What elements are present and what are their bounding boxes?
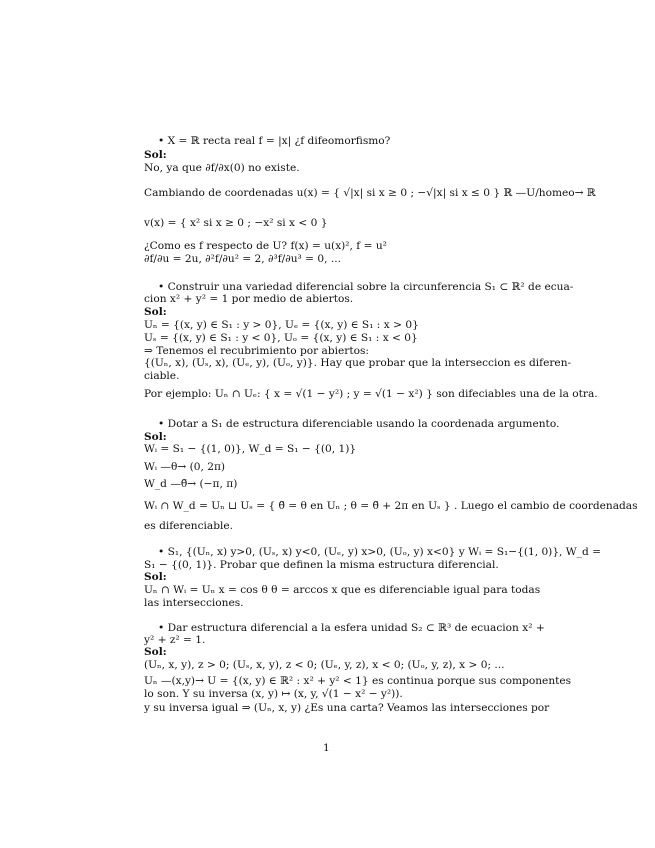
text-line-l34: lo son. Y su inversa (x, y) ↦ (x, y, √(1 − x² − y²)). (144, 688, 403, 700)
text-line-l33: Uₙ —(x,y)→ U = {(x, y) ∈ ℝ² : x² + y² < 1} es continua porque sus componentes (144, 675, 572, 687)
text-line-l01: • X = ℝ recta real f = |x| ¿f difeomorfismo? (158, 135, 391, 147)
text-line-l13: ⇒ Tenemos el recubrimiento por abiertos: (144, 345, 370, 357)
text-line-l15: ciable. (144, 370, 180, 382)
text-line-l22: Wᵢ ∩ W_d = Uₙ ⊔ Uₛ = { θ̃ = θ en Uₙ ; θ = θ̃ + 2π en Uₛ } . Luego el cambio de coordenadas (144, 500, 638, 512)
text-line-l05: v(x) = { x² si x ≥ 0 ; −x² si x < 0 } (144, 217, 328, 229)
text-line-l27: Uₙ ∩ Wᵢ = Uₙ x = cos θ θ = arccos x que es diferenciable igual para todas (144, 584, 541, 596)
page-number: 1 (323, 742, 330, 754)
text-line-l21: W_d —θ̃→ (−π, π) (144, 478, 238, 490)
text-line-l04: Cambiando de coordenadas u(x) = { √|x| si x ≥ 0 ; −√|x| si x ≤ 0 } ℝ —U/homeo→ ℝ (144, 187, 596, 199)
text-line-l31: Sol: (144, 646, 167, 658)
text-line-l03: No, ya que ∂f/∂x(0) no existe. (144, 162, 300, 174)
text-line-l17: • Dotar a S₁ de estructura diferenciable usando la coordenada argumento. (158, 418, 560, 430)
text-line-l09: cion x² + y² = 1 por medio de abiertos. (144, 293, 354, 305)
text-line-l06: ¿Como es f respecto de U? f(x) = u(x)², f = u² (144, 240, 387, 252)
text-line-l07: ∂f/∂u = 2u, ∂²f/∂u² = 2, ∂³f/∂u³ = 0, ... (144, 253, 341, 265)
text-line-l28: las intersecciones. (144, 597, 244, 609)
text-line-l24: • S₁, {(Uₙ, x) y>0, (Uₛ, x) y<0, (Uₑ, y) x>0, (Uₒ, y) x<0} y Wᵢ = S₁−{(1, 0)}, W_d = (158, 546, 602, 558)
text-line-l29: • Dar estructura diferencial a la esfera unidad S₂ ⊂ ℝ³ de ecuacion x² + (158, 622, 545, 634)
text-line-l08: • Construir una variedad diferencial sobre la circunferencia S₁ ⊂ ℝ² de ecua- (158, 281, 574, 293)
text-line-l20: Wᵢ —θ→ (0, 2π) (144, 461, 226, 473)
text-line-l16: Por ejemplo: Uₙ ∩ Uₑ: { x = √(1 − y²) ; y = √(1 − x²) } son difeciables una de la otra. (144, 388, 598, 400)
text-line-l18: Sol: (144, 431, 167, 443)
text-line-l35: y su inversa igual ⇒ (Uₙ, x, y) ¿Es una carta? Veamos las intersecciones por (144, 702, 550, 714)
text-line-l25: S₁ − {(0, 1)}. Probar que definen la misma estructura diferencial. (144, 559, 499, 571)
text-line-l11: Uₙ = {(x, y) ∈ S₁ : y > 0}, Uₑ = {(x, y) ∈ S₁ : x > 0} (144, 319, 419, 331)
text-line-l14: {(Uₙ, x), (Uₛ, x), (Uₑ, y), (Uₒ, y)}. Hay que probar que la interseccion es diferen- (144, 357, 572, 369)
text-line-l30: y² + z² = 1. (144, 634, 206, 646)
text-line-l02: Sol: (144, 149, 167, 161)
text-line-l32: (Uₙ, x, y), z > 0; (Uₛ, x, y), z < 0; (Uₑ, y, z), x < 0; (Uₒ, y, z), x > 0; ... (144, 659, 505, 671)
text-line-l10: Sol: (144, 306, 167, 318)
text-line-l26: Sol: (144, 571, 167, 583)
text-line-l23: es diferenciable. (144, 520, 234, 532)
text-line-l19: Wᵢ = S₁ − {(1, 0)}, W_d = S₁ − {(0, 1)} (144, 443, 357, 455)
text-line-l12: Uₛ = {(x, y) ∈ S₁ : y < 0}, Uₒ = {(x, y) ∈ S₁ : x < 0} (144, 332, 418, 344)
